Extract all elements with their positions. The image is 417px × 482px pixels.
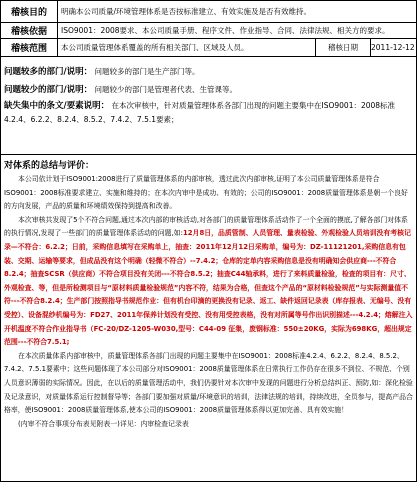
concentration-label: 缺失集中的条文/要素说明：	[4, 101, 110, 111]
summary-paragraph-2	[4, 214, 413, 350]
concentration-line	[4, 99, 414, 126]
questions-section	[1, 57, 416, 155]
summary-title: 对体系的总结与评价：	[4, 161, 95, 171]
least-questions-label: 问题较少的部门/说明：	[4, 85, 93, 95]
least-questions-value: 问题较少的部门是管理者代表、生管课等。	[94, 85, 237, 94]
date-label: 稽核日期	[315, 39, 371, 56]
basis-row	[1, 23, 416, 39]
findings-details: 12月8日，品质管制、人员管理、量表检验、外观检验人员培训没有考核记录—不符合：6.2.2；日前，采购信息填写在采购单上，抽查：2011年12月12日采购单，编号为：DZ-11121201,采购信息有包装、交期、运输等要求，但成品没有这个明确（轻微不符合）--7.4.2；仓库的定单内容采购信息是没有明确知会供应商---不符合8.2.4；抽查SCSR（供应商）不符合项目没有关闭---不符合8.5.2；抽查C44轴承料，进行了来料质量检验，检查的项目有：尺寸、外观检查、等，但是所检测项目与“原材料质量检验规范”内容不符，结果为合格，但查这个产品的“原材料检验规范”与实际测量值不符---不符合8.2.4；生产部门按照指导书规范作业：但有机台印滴的更换没有记录、返工、缺件返回记录表（库存报表、无编号、没有受控）、设备混纱机编号为：FD27、2011年保养计划没有受控、没有用受控表格，没有对所属等号作出识别描述---4.2.4；熔解注入开机温度不符合作业指导书（FC-20/DZ-1205-W030,型号：C44-09 征集，废钢标准：550±20KG，实际为698KG，超出规定范围---不符合7.5.1;	[4, 229, 413, 347]
basis-value: ISO9001：2008要求、本公司质量手册、程序文件、作业指导、合同、法律法规、相关方的要求。	[61, 26, 390, 35]
basis-label: 稽核依据	[1, 23, 58, 38]
summary-paragraph-3: 在本次质量体系内部审核中，质量管理体系各部门出现的问题主要集中在ISO9001：2008标准4.2.4、6.2.2、8.2.4、8.5.2、7.4.2、7.5.1要素中；这些问题体现了本公司部分对ISO9001：2008质量管理体系在日常执行工作仍存在很多不到位、不规范、个别人员意识薄弱的实际情况。因此，在以后的质量管理活动中，我们仍要针对本次审中发现的问题进行分析总结纠正、预防,如：深化检验及记录意识，对质量体系运行控制督导等；各部门要加强对质量/环境意识的培训，法律法规的培训，持续改进，全员参与，提高产品合格率，使ISO9001：2008质量管理体系,使本公司的ISO9001：2008质量管理体系得以更加完善、具有效实施！	[4, 351, 413, 415]
purpose-value: 明确本公司质量/环境管理体系是否按标准建立、有效实施及是否有效维持。	[61, 7, 312, 16]
purpose-label: 稽核目的	[1, 1, 58, 22]
findings-intro: 本次审核共发现了5个不符合问题,通过本次内部的审核活动,对各部门的质量管理体系活动作了一个全面的摸底,了解各部门对体系的执行情况,发现了一些部门的质量管理体系活动的问题,如:	[4, 215, 408, 238]
summary-paragraph-1: 本公司依计划于ISO9001:2008进行了质量管理体系的内部审核，透过此次内部审核,证明了本公司质量管理体系是符合ISO9001：2008标准要求建立、实施和维持的；在本次内审中是成功、有效的；公司的ISO9001：2008质量管理体系是朝一个良好的方向发展，产品的质量和环境绩效保持到提高和改善。	[4, 175, 408, 211]
most-questions-value: 问题较多的部门是生产部门等。	[94, 67, 200, 76]
summary-section	[1, 155, 416, 481]
most-questions-line	[4, 65, 414, 77]
scope-value: 本公司质量管理体系覆盖的所有相关部门、区域及人员。	[61, 43, 249, 52]
purpose-row	[1, 1, 416, 23]
concentration-value: 在本次审核中，针对质量管理体系各部门出现的问题主要集中在ISO9001：2008标准4.2.4、6.2.2、8.2.4、8.5.2、7.4.2、7.5.1要素；	[4, 101, 396, 124]
most-questions-label: 问题较多的部门/说明：	[4, 67, 93, 77]
summary-paragraph-4: (内审不符合事项分布表见附表一)详见：内审检查记录表	[18, 419, 189, 428]
date-value: 2011-12-12	[371, 43, 415, 52]
scope-label: 稽核范围	[1, 39, 58, 56]
least-questions-line	[4, 83, 414, 95]
scope-row	[1, 39, 416, 57]
